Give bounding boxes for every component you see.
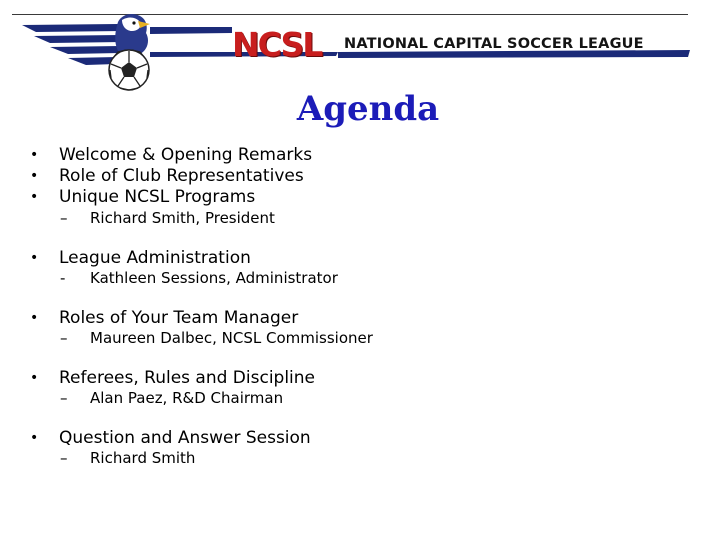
agenda-item-label: League Administration <box>59 248 251 268</box>
presenter-dash: – <box>60 389 68 407</box>
agenda-item-label: Unique NCSL Programs <box>59 187 256 207</box>
bullet-icon: • <box>30 250 39 266</box>
league-name: NATIONAL CAPITAL SOCCER LEAGUE <box>344 36 644 52</box>
agenda-presenter <box>60 208 275 228</box>
presenter-dash: – <box>60 329 68 347</box>
presenter-name: Richard Smith, President <box>90 209 275 227</box>
agenda-presenter <box>60 328 373 348</box>
bullet-icon: • <box>30 370 39 386</box>
bullet-icon: • <box>30 430 39 446</box>
presenter-dash: – <box>60 449 68 467</box>
presenter-name: Richard Smith <box>90 449 196 467</box>
ncsl-banner <box>0 0 720 100</box>
agenda-item-label: Welcome & Opening Remarks <box>59 145 313 165</box>
page-title: Agenda <box>296 89 440 129</box>
agenda-item-label: Role of Club Representatives <box>59 166 304 186</box>
eagle-icon <box>115 14 150 54</box>
presenter-name: Alan Paez, R&D Chairman <box>90 389 284 407</box>
presenter-dash: - <box>60 269 66 287</box>
bullet-icon: • <box>30 310 39 326</box>
agenda-presenter <box>60 448 195 468</box>
ncsl-wordmark: NCSL <box>232 25 322 64</box>
agenda-item-label: Referees, Rules and Discipline <box>59 368 316 388</box>
agenda-item-label: Roles of Your Team Manager <box>59 308 299 328</box>
agenda-presenter <box>60 268 338 288</box>
wing-stripes-left <box>22 24 122 65</box>
agenda-item-label: Question and Answer Session <box>59 428 311 448</box>
presenter-name: Kathleen Sessions, Administrator <box>90 269 338 287</box>
presenter-name: Maureen Dalbec, NCSL Commissioner <box>90 329 373 347</box>
bullet-icon: • <box>30 168 39 184</box>
bullet-icon: • <box>30 147 39 163</box>
agenda-presenter <box>60 388 283 408</box>
presenter-dash: – <box>60 209 68 227</box>
soccer-ball-icon <box>109 50 149 90</box>
bullet-icon: • <box>30 189 39 205</box>
